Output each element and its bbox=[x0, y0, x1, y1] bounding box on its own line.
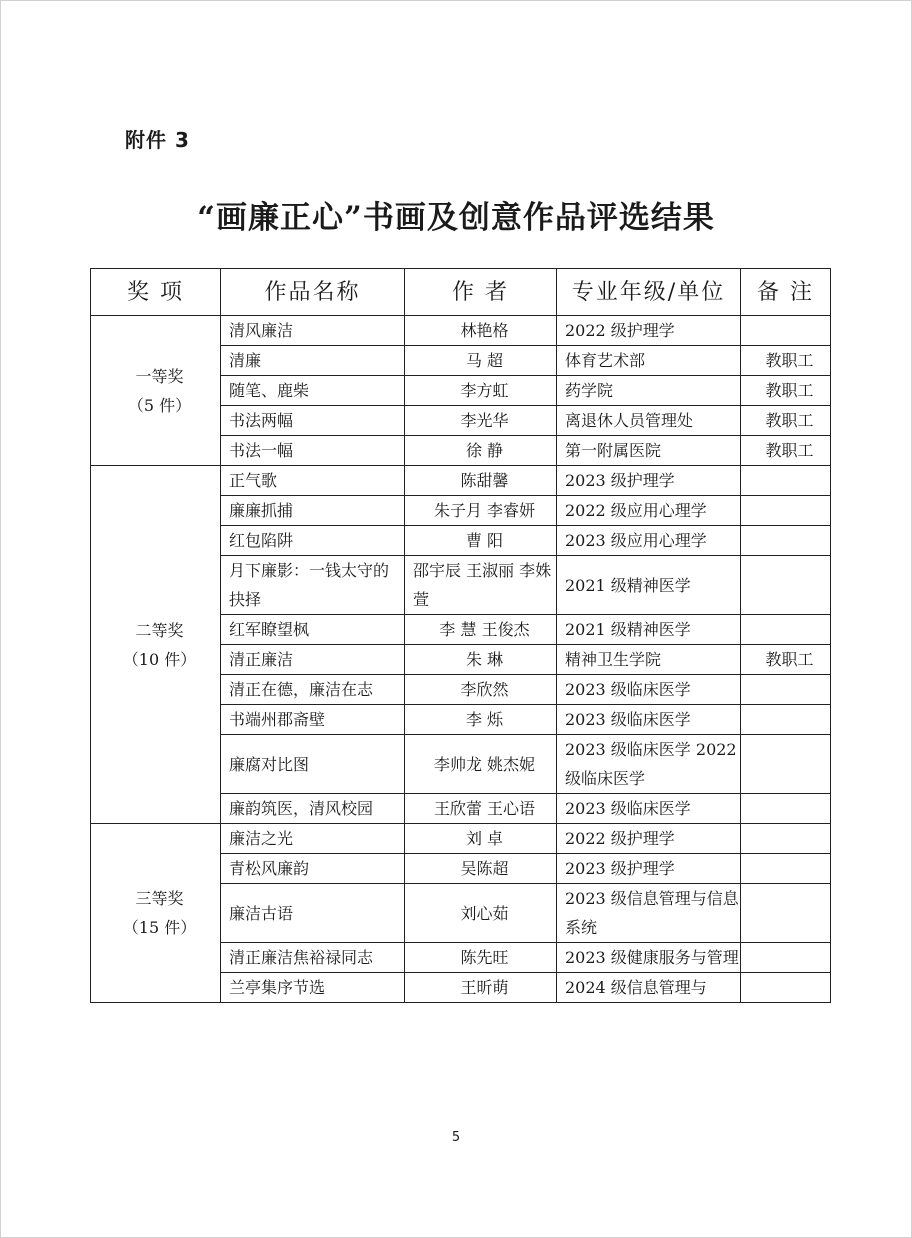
work-cell: 清正廉洁焦裕禄同志 bbox=[221, 943, 405, 973]
note-cell bbox=[741, 735, 831, 794]
author-cell: 刘心茹 bbox=[405, 884, 557, 943]
work-cell: 随笔、鹿柴 bbox=[221, 376, 405, 406]
note-cell bbox=[741, 705, 831, 735]
work-cell: 清正在德，廉洁在志 bbox=[221, 675, 405, 705]
note-cell: 教职工 bbox=[741, 376, 831, 406]
author-cell: 马 超 bbox=[405, 346, 557, 376]
note-cell: 教职工 bbox=[741, 346, 831, 376]
author-cell: 李帅龙 姚杰妮 bbox=[405, 735, 557, 794]
note-cell bbox=[741, 943, 831, 973]
work-cell: 红包陷阱 bbox=[221, 526, 405, 556]
award-count: （15 件） bbox=[122, 918, 197, 937]
work-cell: 清风廉洁 bbox=[221, 316, 405, 346]
note-cell bbox=[741, 615, 831, 645]
unit-cell: 精神卫生学院 bbox=[557, 645, 741, 675]
document-title: “画廉正心”书画及创意作品评选结果 bbox=[197, 200, 715, 236]
unit-cell: 2023 级护理学 bbox=[557, 854, 741, 884]
note-cell: 教职工 bbox=[741, 436, 831, 466]
work-cell: 廉廉抓捕 bbox=[221, 496, 405, 526]
unit-cell: 药学院 bbox=[557, 376, 741, 406]
unit-cell: 体育艺术部 bbox=[557, 346, 741, 376]
author-cell: 曹 阳 bbox=[405, 526, 557, 556]
award-name: 二等奖 bbox=[135, 620, 184, 640]
author-cell: 李方虹 bbox=[405, 376, 557, 406]
award-cell-third bbox=[91, 824, 221, 1003]
award-name: 三等奖 bbox=[135, 889, 184, 908]
unit-cell: 2023 级信息管理与信息系统 bbox=[557, 884, 741, 943]
unit-cell: 2021 级精神医学 bbox=[557, 615, 741, 645]
note-cell bbox=[741, 496, 831, 526]
work-cell: 青松风廉韵 bbox=[221, 854, 405, 884]
author-cell: 陈甜馨 bbox=[405, 466, 557, 496]
work-cell: 书法两幅 bbox=[221, 406, 405, 436]
author-cell: 李欣然 bbox=[405, 675, 557, 705]
work-cell: 廉洁古语 bbox=[221, 884, 405, 943]
header-work: 作品名称 bbox=[221, 269, 405, 316]
unit-cell: 2023 级临床医学 2022 级临床医学 bbox=[557, 735, 741, 794]
author-cell: 朱子月 李睿妍 bbox=[405, 496, 557, 526]
results-table bbox=[90, 268, 831, 1003]
work-cell: 月下廉影：一钱太守的抉择 bbox=[221, 556, 405, 615]
note-cell bbox=[741, 854, 831, 884]
author-cell: 李光华 bbox=[405, 406, 557, 436]
award-count: （10 件） bbox=[122, 649, 197, 669]
note-cell bbox=[741, 316, 831, 346]
work-cell: 兰亭集序节选 bbox=[221, 973, 405, 1003]
author-cell: 吴陈超 bbox=[405, 854, 557, 884]
work-cell: 清正廉洁 bbox=[221, 645, 405, 675]
header-unit: 专业年级/单位 bbox=[557, 269, 741, 316]
award-name: 一等奖 bbox=[135, 366, 184, 386]
unit-cell: 2021 级精神医学 bbox=[557, 556, 741, 615]
unit-cell: 离退休人员管理处 bbox=[557, 406, 741, 436]
author-cell: 林艳格 bbox=[405, 316, 557, 346]
work-cell: 廉韵筑医，清风校园 bbox=[221, 794, 405, 824]
work-cell: 书法一幅 bbox=[221, 436, 405, 466]
note-cell: 教职工 bbox=[741, 645, 831, 675]
author-cell: 陈先旺 bbox=[405, 943, 557, 973]
unit-cell: 2022 级护理学 bbox=[557, 316, 741, 346]
unit-cell: 2023 级护理学 bbox=[557, 466, 741, 496]
attachment-label: 附件 3 bbox=[125, 128, 190, 152]
work-cell: 正气歌 bbox=[221, 466, 405, 496]
note-cell bbox=[741, 973, 831, 1003]
unit-cell: 2023 级临床医学 bbox=[557, 705, 741, 735]
unit-cell: 2023 级应用心理学 bbox=[557, 526, 741, 556]
header-author: 作 者 bbox=[405, 269, 557, 316]
author-cell: 朱 琳 bbox=[405, 645, 557, 675]
unit-cell: 2023 级健康服务与管理 bbox=[557, 943, 741, 973]
unit-cell: 2024 级信息管理与 bbox=[557, 973, 741, 1003]
table-row bbox=[91, 316, 831, 346]
page-number: 5 bbox=[451, 1130, 461, 1145]
note-cell: 教职工 bbox=[741, 406, 831, 436]
note-cell bbox=[741, 466, 831, 496]
work-cell: 红军瞭望枫 bbox=[221, 615, 405, 645]
author-cell: 徐 静 bbox=[405, 436, 557, 466]
author-cell: 邵宇辰 王淑丽 李姝萱 bbox=[405, 556, 557, 615]
author-cell: 王欣蕾 王心语 bbox=[405, 794, 557, 824]
work-cell: 廉腐对比图 bbox=[221, 735, 405, 794]
author-cell: 李 慧 王俊杰 bbox=[405, 615, 557, 645]
table-header-row bbox=[91, 269, 831, 316]
award-cell-second bbox=[91, 466, 221, 824]
header-note: 备 注 bbox=[741, 269, 831, 316]
note-cell bbox=[741, 794, 831, 824]
award-count: （5 件） bbox=[127, 395, 192, 415]
table-row bbox=[91, 466, 831, 496]
header-award: 奖 项 bbox=[91, 269, 221, 316]
author-cell: 王昕萌 bbox=[405, 973, 557, 1003]
award-cell-first bbox=[91, 316, 221, 466]
unit-cell: 2022 级应用心理学 bbox=[557, 496, 741, 526]
note-cell bbox=[741, 824, 831, 854]
unit-cell: 2023 级临床医学 bbox=[557, 794, 741, 824]
unit-cell: 2022 级护理学 bbox=[557, 824, 741, 854]
note-cell bbox=[741, 556, 831, 615]
note-cell bbox=[741, 884, 831, 943]
work-cell: 清廉 bbox=[221, 346, 405, 376]
unit-cell: 第一附属医院 bbox=[557, 436, 741, 466]
unit-cell: 2023 级临床医学 bbox=[557, 675, 741, 705]
note-cell bbox=[741, 526, 831, 556]
table-row bbox=[91, 824, 831, 854]
author-cell: 李 烁 bbox=[405, 705, 557, 735]
note-cell bbox=[741, 675, 831, 705]
author-cell: 刘 卓 bbox=[405, 824, 557, 854]
work-cell: 廉洁之光 bbox=[221, 824, 405, 854]
work-cell: 书端州郡斋壁 bbox=[221, 705, 405, 735]
